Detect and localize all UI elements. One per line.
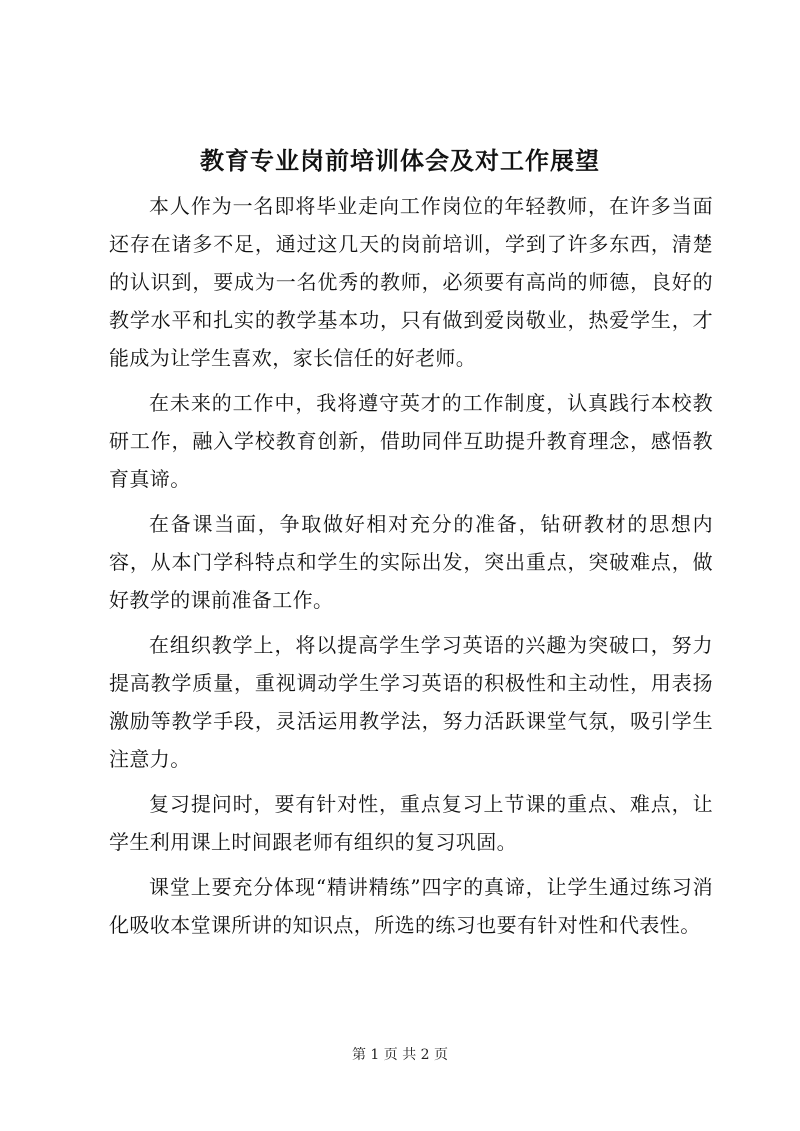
paragraph-2: 在未来的工作中，我将遵守英才的工作制度，认真践行本校教研工作，融入学校教育创新，借助同伴互助提升教育理念，感悟教育真谛。 [109, 391, 713, 491]
paragraph-4: 在组织教学上，将以提高学生学习英语的兴趣为突破口，努力提高教学质量，重视调动学生学习英语的积极性和主动性，用表扬激励等教学手段，灵活运用教学法，努力活跃课堂气氛，吸引学生注意力。 [109, 633, 713, 771]
paragraph-3: 在备课当面，争取做好相对充分的准备，钻研教材的思想内容，从本门学科特点和学生的实际出发，突出重点，突破难点，做好教学的课前准备工作。 [109, 512, 713, 612]
paragraph-5: 复习提问时，要有针对性，重点复习上节课的重点、难点，让学生利用课上时间跟老师有组织的复习巩固。 [109, 792, 713, 854]
page-title: 教育专业岗前培训体会及对工作展望 [200, 146, 600, 175]
document-body [109, 187, 713, 951]
page-number-footer: 第 1 页 共 2 页 [351, 1047, 449, 1063]
paragraph-1: 本人作为一名即将毕业走向工作岗位的年轻教师，在许多当面还存在诸多不足，通过这几天的岗前培训，学到了许多东西，清楚的认识到，要成为一名优秀的教师，必须要有高尚的师德，良好的教学水平和扎实的教学基本功，只有做到爱岗敬业，热爱学生，才能成为让学生喜欢，家长信任的好老师。 [109, 194, 713, 370]
paragraph-6: 课堂上要充分体现“精讲精练”四字的真谛，让学生通过练习消化吸收本堂课所讲的知识点，所选的练习也要有针对性和代表性。 [109, 875, 713, 937]
